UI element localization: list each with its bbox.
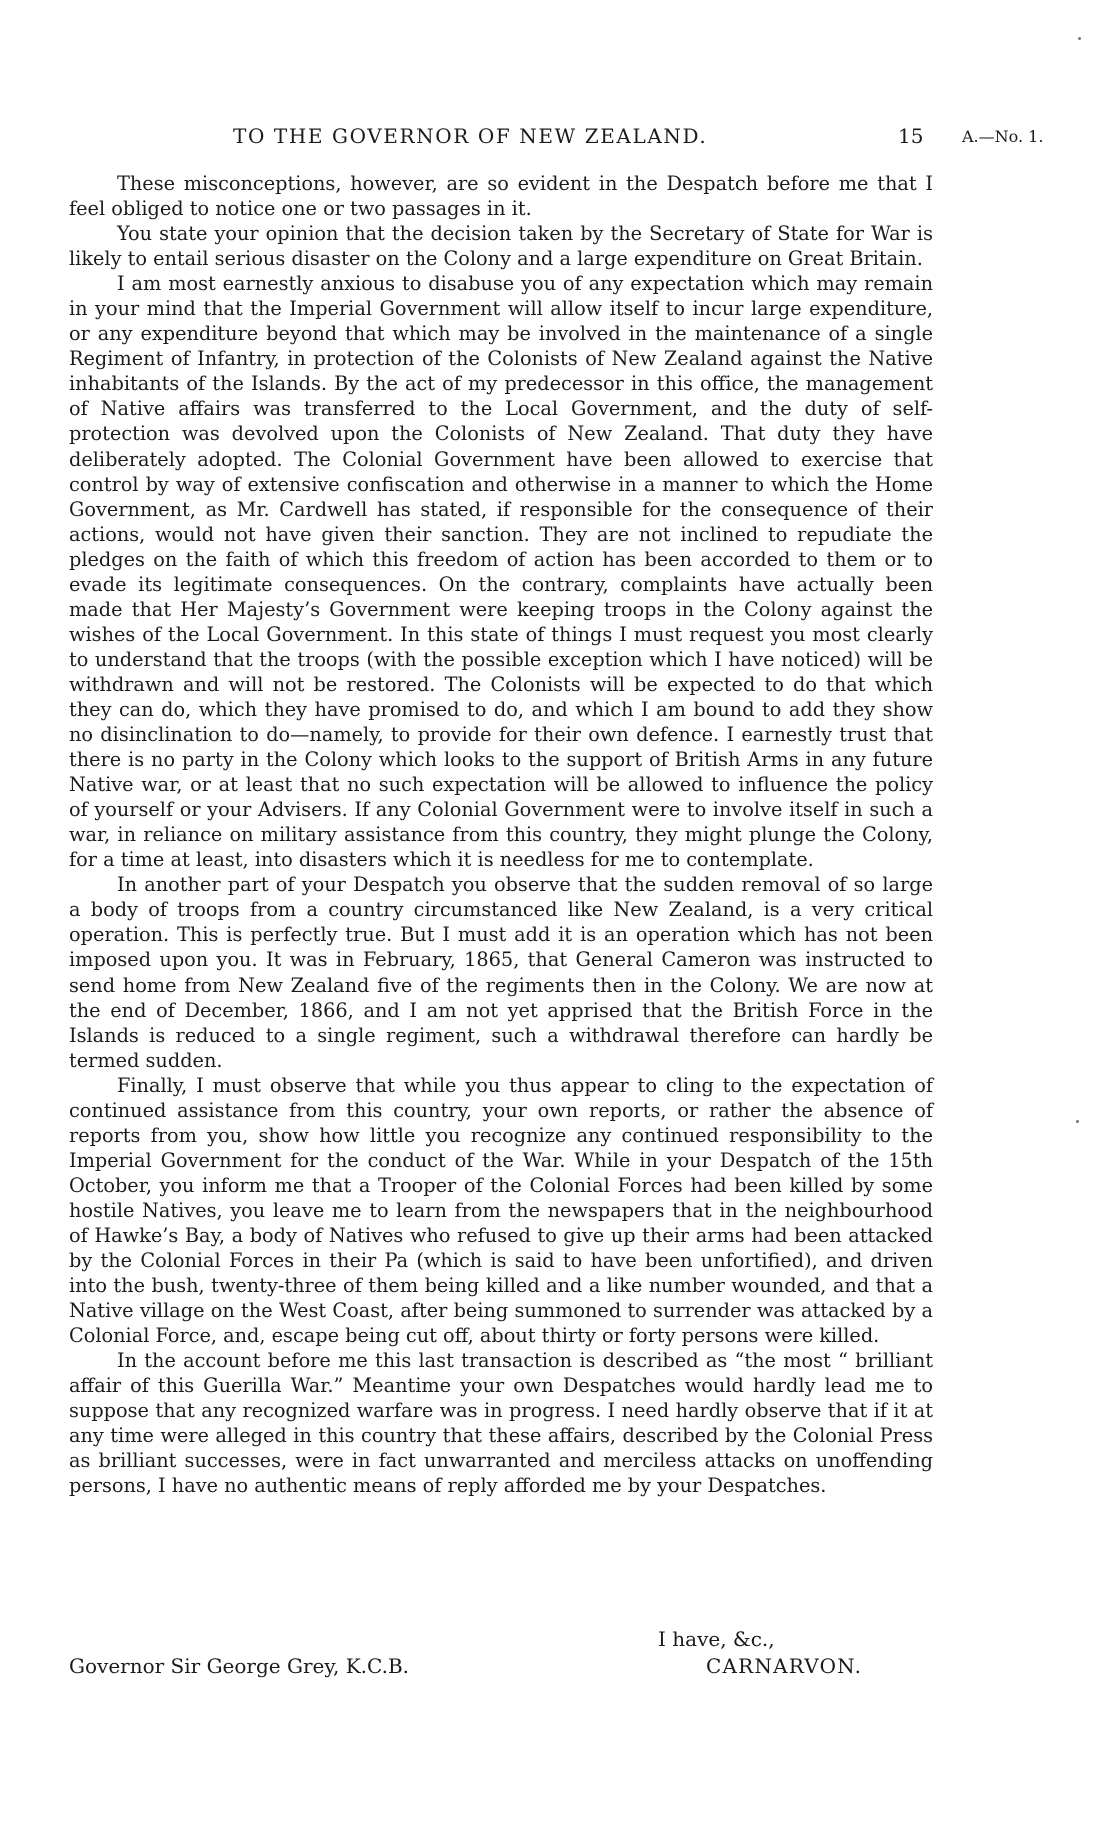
paragraph: You state your opinion that the decision taken by the Secretary of State for War is likely to entail serious disaster on the Colony and a large expenditure on Great Britain. xyxy=(69,222,933,271)
signatory: CARNARVON. xyxy=(706,1654,863,1678)
paragraph: In another part of your Despatch you observe that the sudden removal of so large a body of troops from a country circumstanced like New Zealand, is a very critical operation. This is perfectly true. But I must add it is an operation which has not been imposed upon you. It was in February, 1865, that General Cameron was instructed to send home from New Zealand five of the regiments then in the Colony. We are now at the end of December, 1866, and I am not yet apprised that the British Force in the Islands is reduced to a single regiment, such a withdrawal therefore can hardly be termed sudden. xyxy=(69,873,933,1072)
closing-salutation: I have, &c., xyxy=(658,1627,775,1651)
paragraph: These misconceptions, however, are so evident in the Despatch before me that I feel obliged to notice one or two passages in it. xyxy=(69,172,933,221)
document-reference: A.—No. 1. xyxy=(962,127,1044,146)
margin-speck xyxy=(1078,37,1081,40)
page-number: 15 xyxy=(898,124,924,148)
paragraph: I am most earnestly anxious to disabuse you of any expectation which may remain in your mind that the Imperial Government will allow itself to incur large expenditure, or any expenditure beyond that which may be involved in the maintenance of a single Regiment of Infantry, in protection of the Colonists of New Zealand against the Native inhabitants of the Islands. By the act of my predecessor in this office, the management of Native affairs was transferred to the Local Government, and the duty of self-protection was devolved upon the Colonists of New Zealand. That duty they have deliberately adopted. The Colonial Government have been allowed to exercise that control by way of extensive confiscation and otherwise in a manner to which the Home Government, as Mr. Cardwell has stated, if responsible for the consequence of their actions, would not have given their sanction. They are not inclined to repudiate the pledges on the faith of which this freedom of action has been accorded to them or to evade its legitimate consequences. On the contrary, complaints have actually been made that Her Majesty’s Government were keeping troops in the Colony against the wishes of the Local Government. In this state of things I must request you most clearly to understand that the troops (with the possible exception which I have noticed) will be withdrawn and will not be restored. The Colonists will be expected to do that which they can do, which they have promised to do, and which I am bound to add they show no disinclination to do—namely, to provide for their own defence. I earnestly trust that there is no party in the Colony which looks to the support of British Arms in any future Native war, or at least that no such expectation will be allowed to influence the policy of yourself or your Advisers. If any Colonial Government were to involve itself in such a war, in reliance on military assistance from this country, they might plunge the Colony, for a time at least, into disasters which it is needless for me to contemplate. xyxy=(69,272,933,872)
page-header-title: TO THE GOVERNOR OF NEW ZEALAND. xyxy=(233,124,708,148)
paragraph: In the account before me this last transaction is described as “the most “ brilliant affair of this Guerilla War.” Meantime your own Despatches would hardly lead me to suppose that any recognized warfare was in progress. I need hardly observe that if it at any time were alleged in this country that these affairs, described by the Colonial Press as brilliant successes, were in fact unwarranted and merciless attacks on unoffending persons, I have no authentic means of reply afforded me by your Despatches. xyxy=(69,1349,933,1498)
paragraph: Finally, I must observe that while you thus appear to cling to the expectation of continued assistance from this country, your own reports, or rather the absence of reports from you, show how little you recognize any continued responsibility to the Imperial Government for the conduct of the War. While in your Despatch of the 15th October, you inform me that a Trooper of the Colonial Forces had been killed by some hostile Natives, you leave me to learn from the newspapers that in the neighbourhood of Hawke’s Bay, a body of Natives who refused to give up their arms had been attacked by the Colonial Forces in their Pa (which is said to have been unfortified), and driven into the bush, twenty-three of them being killed and a like number wounded, and that a Native village on the West Coast, after being summoned to surrender was attacked by a Colonial Force, and, escape being cut off, about thirty or forty persons were killed. xyxy=(69,1073,933,1348)
despatch-body xyxy=(69,171,933,1498)
margin-speck xyxy=(1076,1120,1079,1123)
addressee: Governor Sir George Grey, K.C.B. xyxy=(69,1654,410,1678)
